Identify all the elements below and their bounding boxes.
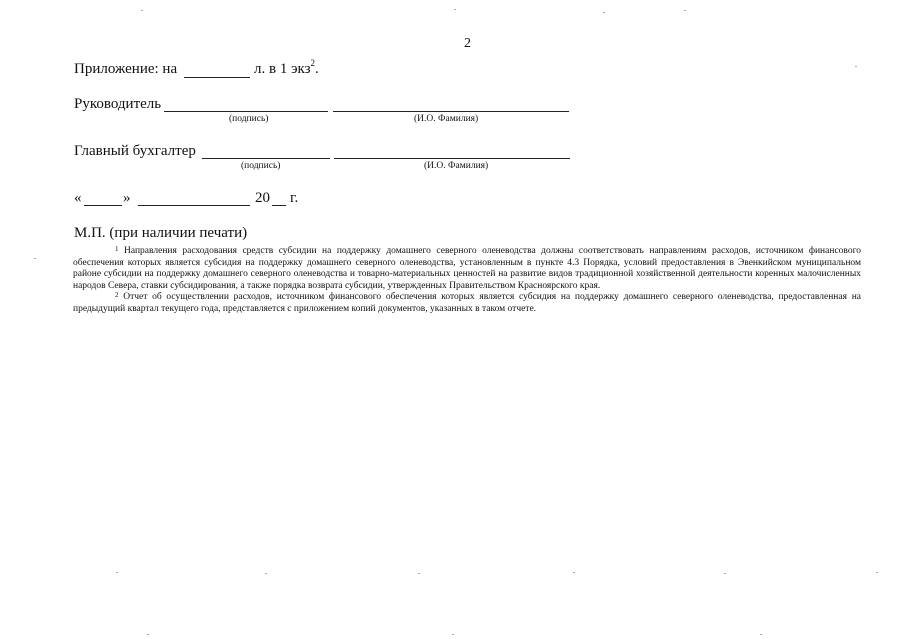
accountant-signature-caption: (подпись) — [241, 161, 281, 171]
attachment-pages-field — [184, 77, 250, 78]
head-name-caption: (И.О. Фамилия) — [414, 114, 479, 124]
head-name-line — [333, 111, 569, 112]
date-open-quote: « — [74, 190, 82, 206]
attachment-end: . — [315, 61, 319, 77]
date-month-field — [138, 205, 250, 206]
scan-speck — [452, 634, 454, 635]
scan-speck — [603, 12, 605, 13]
scan-speck — [760, 634, 762, 635]
stamp-placeholder: М.П. (при наличии печати) — [74, 225, 248, 241]
scan-speck — [454, 9, 456, 10]
scan-speck — [147, 634, 149, 635]
attachment-footnote-mark: 2 — [310, 58, 316, 68]
footnote-2-text: Отчет об осуществлении расходов, источником финансового обеспечения которых является субсидия на поддержку домашнего северного оленеводства, предоставленная на предыдущий квартал текущего года, представляется с приложением копий документов, указанных в таком отчете. — [73, 292, 861, 314]
head-signature-line — [164, 111, 328, 112]
footnote-2 — [73, 292, 861, 315]
page-number: 2 — [464, 36, 471, 51]
accountant-name-line — [334, 158, 570, 159]
attachment-prefix: Приложение: на — [74, 61, 178, 77]
footnote-1-text: Направления расходования средств субсидии на поддержку домашнего северного оленеводства должны соответствовать направлениям расходов, источником финансового обеспечения которых является субсидия на поддержку домашнего северного оленеводства, установленным в пункте 4.3 Порядка, условий предоставления в Эвенкийском муниципальном районе субсидии на поддержку домашнего северного оленеводства и товарно-материальных ценностей на развитие видов традиционной хозяйственной деятельности коренных малочисленных народов Севера, ставки субсидирования, а также порядка возврата субсидии, утвержденных Правительством Красноярского края. — [73, 246, 861, 291]
date-close-quote: » — [123, 190, 131, 206]
footnote-2-mark: 2 — [115, 291, 119, 299]
scan-speck — [684, 10, 686, 11]
date-year-suffix: г. — [290, 190, 299, 206]
scan-speck — [265, 573, 267, 574]
attachment-suffix-text: л. в 1 экз — [254, 61, 311, 77]
accountant-signature-line — [202, 158, 330, 159]
scan-speck — [876, 572, 878, 573]
scan-speck — [116, 572, 118, 573]
scan-speck — [34, 258, 36, 259]
footnote-1 — [73, 246, 861, 292]
scan-speck — [724, 573, 726, 574]
date-year-prefix: 20 — [255, 190, 270, 206]
attachment-suffix — [254, 58, 319, 78]
scan-speck — [573, 572, 575, 573]
date-year-field — [272, 205, 286, 206]
head-signature-caption: (подпись) — [229, 114, 269, 124]
scan-speck — [141, 10, 143, 11]
scan-speck — [418, 573, 420, 574]
accountant-name-caption: (И.О. Фамилия) — [424, 161, 489, 171]
scan-speck — [855, 66, 857, 67]
footnote-1-mark: 1 — [115, 245, 119, 253]
footnotes — [73, 246, 861, 315]
head-role-label: Руководитель — [74, 96, 162, 112]
date-day-field — [84, 205, 122, 206]
accountant-role-label: Главный бухгалтер — [74, 143, 196, 159]
